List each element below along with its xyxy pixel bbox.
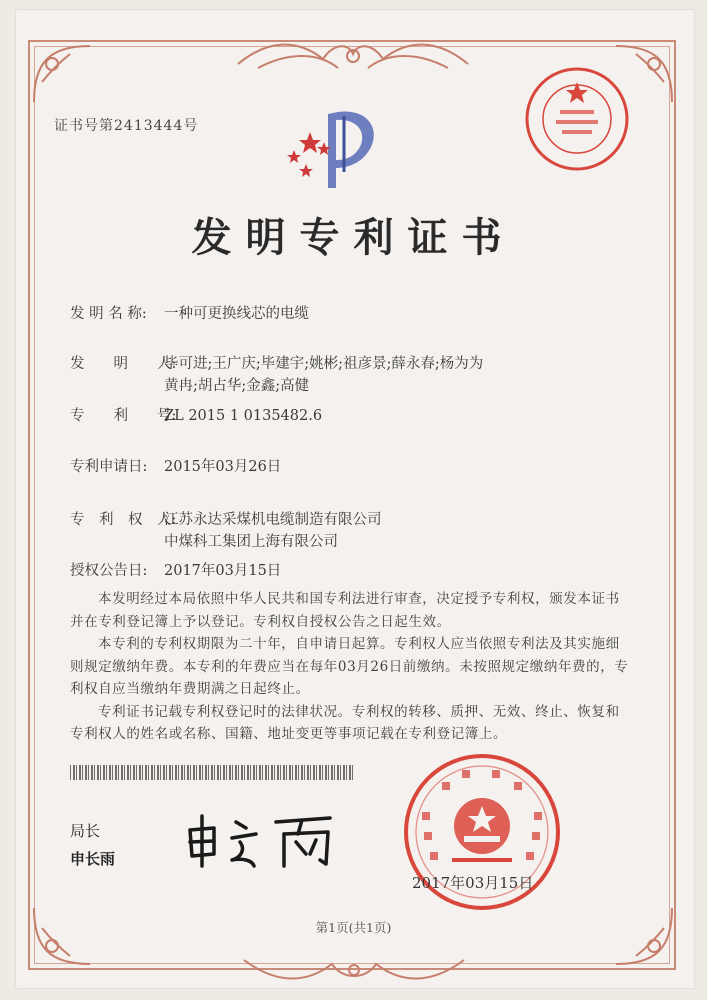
director-signature-icon (180, 808, 340, 870)
director-role: 局长 (70, 822, 101, 840)
corner-ornament-icon (30, 42, 100, 112)
patentees-value-line1: 江苏永达采煤机电缆制造有限公司 (164, 512, 382, 528)
body-paragraph: 专利证书记载专利权登记时的法律状况。专利权的转移、质押、无效、终止、恢复和专利权人的姓名或名称、国籍、地址变更等事项记载在专利登记簿上。 (70, 703, 620, 742)
field-label: 专 利 号: (70, 408, 177, 424)
barcode (70, 765, 354, 780)
field-label: 专 利 权 人: (70, 512, 177, 528)
invention-name-value: 一种可更换线芯的电缆 (164, 306, 309, 322)
seal-date: 2017年03月15日 (412, 874, 534, 892)
patent-number-field (70, 406, 322, 426)
field-label: 发 明 人: (70, 356, 177, 372)
sipo-logo-icon (280, 102, 390, 194)
patent-number-value: ZL 2015 1 0135482.6 (164, 408, 323, 424)
patentees-field (70, 510, 382, 530)
inventors-value-line1: 毕可进;王广庆;毕建宇;姚彬;祖彦景;薛永春;杨为为 (164, 356, 484, 372)
grant-date-field (70, 561, 281, 581)
field-label: 授权公告日: (70, 563, 148, 579)
filing-date-value: 2015年03月26日 (164, 459, 282, 475)
bottom-ornament-icon (236, 950, 472, 990)
patentees-value-line2: 中煤科工集团上海有限公司 (164, 534, 338, 550)
body-paragraph: 本专利的专利权期限为二十年，自申请日起算。专利权人应当依照专利法及其实施细则规定缴纳年费。本专利的年费应当在每年03月26日前缴纳。未按照规定缴纳年费的，专利权自应当缴纳年费期满之日起终止。 (70, 636, 629, 697)
invention-name-field (70, 304, 309, 324)
field-label: 专利申请日: (70, 459, 148, 475)
page-number: 第1页(共1页) (315, 920, 392, 935)
agency-seal-icon (522, 64, 632, 174)
filing-date-field (70, 457, 281, 477)
director-name: 申长雨 (70, 850, 116, 868)
inventors-field (70, 354, 483, 374)
inventors-value-line2: 黄冉;胡占华;金鑫;高健 (164, 378, 310, 394)
body-paragraph: 本发明经过本局依照中华人民共和国专利法进行审查，决定授予专利权，颁发本证书并在专利登记簿上予以登记。专利权自授权公告之日起生效。 (70, 591, 620, 630)
grant-date-value: 2017年03月15日 (164, 563, 282, 579)
field-label: 发 明 名 称: (70, 306, 147, 322)
certificate-number: 证书号第2413444号 (54, 118, 199, 134)
top-ornament-icon (228, 34, 478, 78)
certificate-body (70, 588, 630, 746)
certificate-title: 发明专利证书 (191, 214, 516, 261)
